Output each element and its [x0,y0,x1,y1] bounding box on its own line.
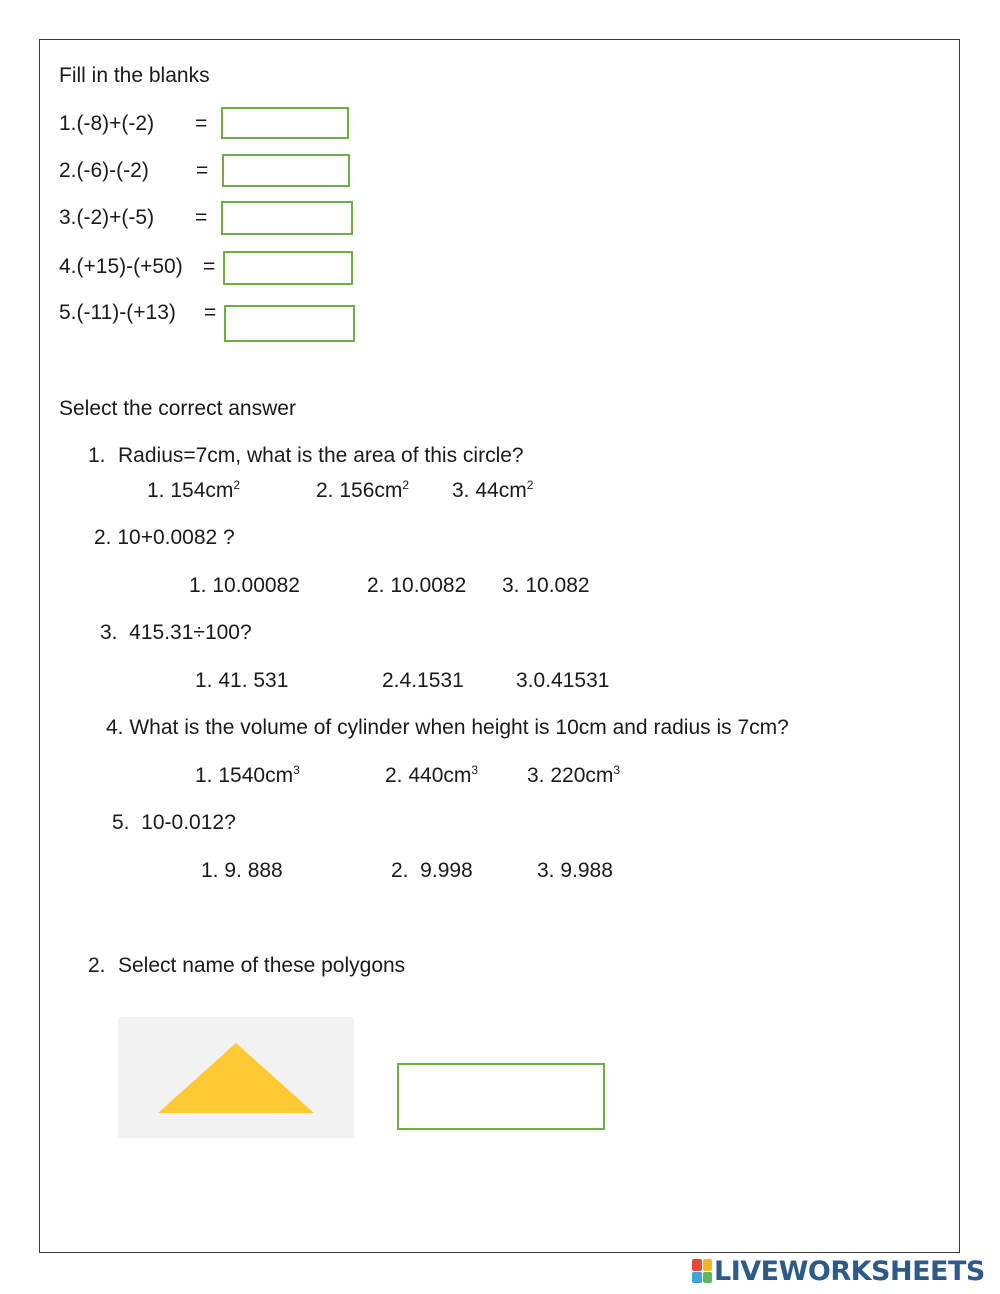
answer-box-2[interactable] [222,154,350,187]
equals-sign-2: = [196,159,209,182]
blank-question-3: 3.(-2)+(-5) [59,206,155,229]
question-5-text: 5. 10-0.012? [112,811,236,834]
q4-option-1-label: 1. 1540cm [195,764,294,787]
q4-option-2-label: 2. 440cm [385,764,472,787]
q4-option-1-sup: 3 [293,763,300,777]
q1-option-3-sup: 2 [526,478,534,492]
q1-option-3-label: 3. 44cm [452,479,527,502]
q3-option-1[interactable]: 1. 41. 531 [195,669,289,692]
polygon-image-card [118,1017,354,1138]
q5-option-3[interactable]: 3. 9.988 [537,859,613,882]
triangle-shape [118,1017,354,1138]
question-3-text: 3. 415.31÷100? [100,621,252,644]
blank-question-1: 1.(-8)+(-2) [59,112,155,135]
q2-option-3[interactable]: 3. 10.082 [502,574,590,597]
liveworksheets-logo [692,1256,985,1286]
select-heading: Select the correct answer [59,397,296,420]
q5-option-1[interactable]: 1. 9. 888 [201,859,283,882]
q4-option-2-sup: 3 [471,763,479,777]
q1-option-2[interactable] [316,478,409,504]
blank-question-4: 4.(+15)-(+50) [59,255,183,278]
q3-option-2[interactable]: 2.4.1531 [382,669,464,692]
question-1-text: Radius=7cm, what is the area of this circle? [118,444,524,467]
q2-option-1[interactable]: 1. 10.00082 [189,574,300,597]
equals-sign-1: = [195,112,208,135]
q3-option-3[interactable]: 3.0.41531 [516,669,610,692]
q4-option-3-sup: 3 [613,763,621,777]
liveworksheets-logo-text: LIVEWORKSHEETS [714,1255,985,1287]
question-1-number: 1. [88,444,106,467]
answer-box-4[interactable] [223,251,353,285]
q5-option-2[interactable]: 2. 9.998 [391,859,473,882]
q1-option-1-label: 1. 154cm [147,479,234,502]
answer-box-1[interactable] [221,107,349,139]
q4-option-3-label: 3. 220cm [527,764,614,787]
q4-option-3[interactable] [527,763,620,789]
q1-option-1-sup: 2 [233,478,241,492]
equals-sign-5: = [204,301,217,324]
blank-question-2: 2.(-6)-(-2) [59,159,149,182]
q1-option-2-sup: 2 [402,478,410,492]
polygon-section-number: 2. [88,954,106,977]
answer-box-5[interactable] [224,305,355,342]
question-2-text: 2. 10+0.0082 ? [94,526,235,549]
answer-box-3[interactable] [221,201,353,235]
q1-option-3[interactable] [452,478,533,504]
equals-sign-4: = [203,255,216,278]
q1-option-2-label: 2. 156cm [316,479,403,502]
equals-sign-3: = [195,206,208,229]
q4-option-2[interactable] [385,763,478,789]
question-4-text: 4. What is the volume of cylinder when height is 10cm and radius is 7cm? [106,716,789,739]
liveworksheets-logo-icon [692,1259,712,1283]
polygon-answer-box[interactable] [397,1063,605,1130]
q2-option-2[interactable]: 2. 10.0082 [367,574,467,597]
polygon-section-text: Select name of these polygons [118,954,406,977]
q4-option-1[interactable] [195,763,300,789]
q1-option-1[interactable] [147,478,240,504]
fill-blanks-heading: Fill in the blanks [59,64,210,87]
blank-question-5: 5.(-11)-(+13) [59,301,176,324]
